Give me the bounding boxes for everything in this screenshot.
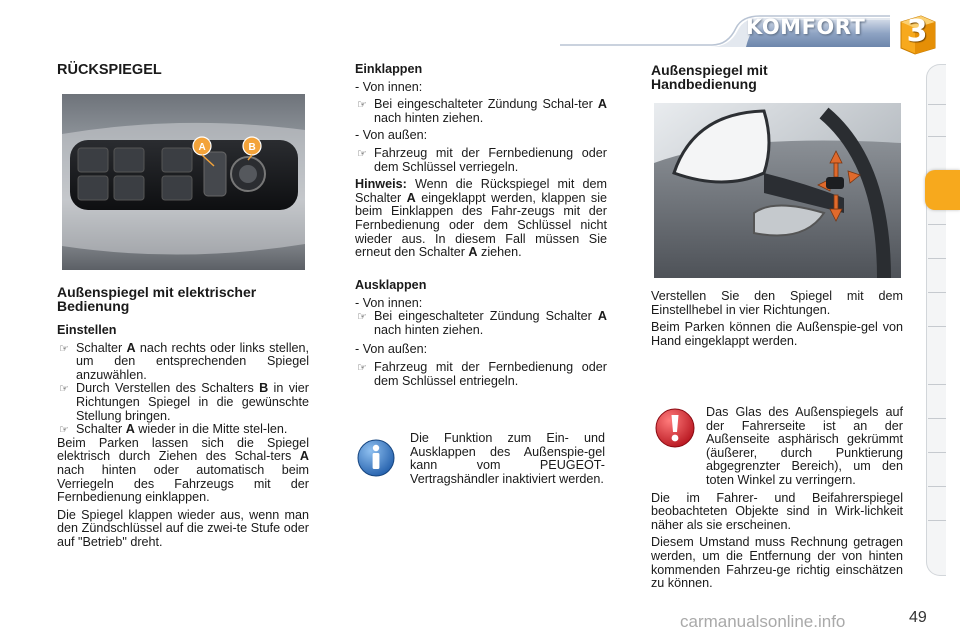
chapter-tab-divider [928, 224, 946, 225]
list-item: ☞ Fahrzeug mit der Fernbedienung oder dem Schlüssel verriegeln. [357, 145, 607, 174]
pointing-hand-icon: ☞ [357, 98, 367, 112]
watermark: carmanualsonline.info [680, 612, 846, 631]
von-aussen-label: - Von außen: [355, 128, 428, 143]
chapter-tab-divider [928, 258, 946, 259]
pointing-hand-icon: ☞ [357, 310, 367, 324]
paragraph: Diesem Umstand muss Rechnung getragen werden, um die Entfernung der von hinten kommenden Fahrzeu-ge richtig einschätzen zu können. [651, 535, 903, 591]
list-item: ☞ Schalter A nach rechts oder links stellen, um den entsprechenden Spiegel anzuwählen. [59, 340, 309, 382]
pointing-hand-icon: ☞ [59, 423, 69, 437]
chapter-tab-divider [928, 418, 946, 419]
switch-label-b: B [248, 142, 256, 153]
paragraph: Die Spiegel klappen wieder aus, wenn man den Zündschlüssel auf die zwei-te Stufe oder auf "Betrieb" dreht. [57, 507, 309, 549]
paragraph: Beim Parken lassen sich die Spiegel elektrisch durch Ziehen des Schal-ters A nach hinten oder automatisch beim Verriegeln des Fahrzeugs mit der Fernbedienung einklappen. [57, 435, 309, 505]
active-chapter-tab[interactable] [925, 170, 960, 210]
von-innen-label: - Von innen: [355, 79, 423, 94]
door-switch-photo [62, 94, 305, 270]
ausklappen-block [355, 279, 607, 388]
hinweis-paragraph: Hinweis: Wenn die Rückspiegel mit dem Schalter A eingeklappt werden, klappen sie beim Einklappen des Fahr-zeugs mit der Fernbedienung oder dem Schlüssel nicht wieder aus. In diesem Fall müssen Sie erneut den Schalter A ziehen. [355, 177, 607, 260]
paragraph: Das Glas des Außenspiegels auf der Fahrerseite ist an der Außenseite asphärisch gekrümmt (äußerer, durch Punktierung abgegrenzter Bereich), um den toten Winkel zu verringern. [706, 405, 903, 487]
list-item: ☞ Bei eingeschalteter Zündung Schal-ter A nach hinten ziehen. [357, 97, 607, 125]
switch-label-a: A [198, 142, 206, 153]
chapter-tab-divider [928, 520, 946, 521]
handbedienung-text [651, 290, 903, 348]
einstellen-title: Einstellen [57, 323, 117, 337]
list-item: ☞ Schalter A wieder in die Mitte stel-len. [59, 422, 288, 437]
warning-text [651, 406, 903, 591]
chapter-tab-divider [928, 452, 946, 453]
chapter-tab-divider [928, 292, 946, 293]
pointing-hand-icon: ☞ [357, 360, 367, 374]
chapter-tab-divider [928, 104, 946, 105]
subsection-title: Außenspiegel mit elektrischer Bedienung [57, 284, 257, 314]
chapter-title: KOMFORT [746, 15, 866, 39]
paragraph: Beim Parken können die Außenspie-gel von Hand eingeklappt werden. [651, 320, 903, 348]
von-aussen-label: - Von außen: [355, 342, 428, 357]
pointing-hand-icon: ☞ [59, 341, 69, 355]
pointing-hand-icon: ☞ [59, 382, 69, 396]
page-number: 49 [909, 609, 927, 626]
chapter-tab-rail [926, 64, 946, 576]
list-item: ☞ Durch Verstellen des Schalters B in vier Richtungen Spiegel in die gewünschte Stellung bringen. [59, 381, 309, 423]
einstellen-block [57, 324, 309, 550]
einklappen-title: Einklappen [355, 62, 423, 76]
manual-mirror-photo [654, 103, 901, 278]
pointing-hand-icon: ☞ [357, 146, 367, 160]
list-item: ☞ Bei eingeschalteter Zündung Schalter A nach hinten ziehen. [357, 309, 607, 337]
von-innen-label: - Von innen: [355, 295, 423, 310]
chapter-tab-divider [928, 486, 946, 487]
section-title: RÜCKSPIEGEL [57, 62, 162, 78]
chapter-tab-divider [928, 136, 946, 137]
paragraph: Die im Fahrer- und Beifahrerspiegel beobachteten Objekte sind in Wirk-lichkeit näher als sie erscheinen. [651, 490, 903, 532]
chapter-tab-divider [928, 326, 946, 327]
ausklappen-title: Ausklappen [355, 278, 427, 292]
subsection-title: Außenspiegel mit Handbedienung [651, 62, 768, 92]
paragraph: Verstellen Sie den Spiegel mit dem Einstellhebel in vier Richtungen. [651, 289, 903, 317]
list-item: ☞ Fahrzeug mit der Fernbedienung oder dem Schlüssel entriegeln. [357, 359, 607, 388]
info-icon [356, 437, 396, 479]
einklappen-block [355, 63, 607, 260]
chapter-number: 3 [906, 14, 928, 49]
info-text: Die Funktion zum Ein- und Ausklappen des Außenspie-gel kann vom PEUGEOT-Vertragshändler inaktiviert werden. [410, 431, 605, 486]
chapter-tab-divider [928, 384, 946, 385]
